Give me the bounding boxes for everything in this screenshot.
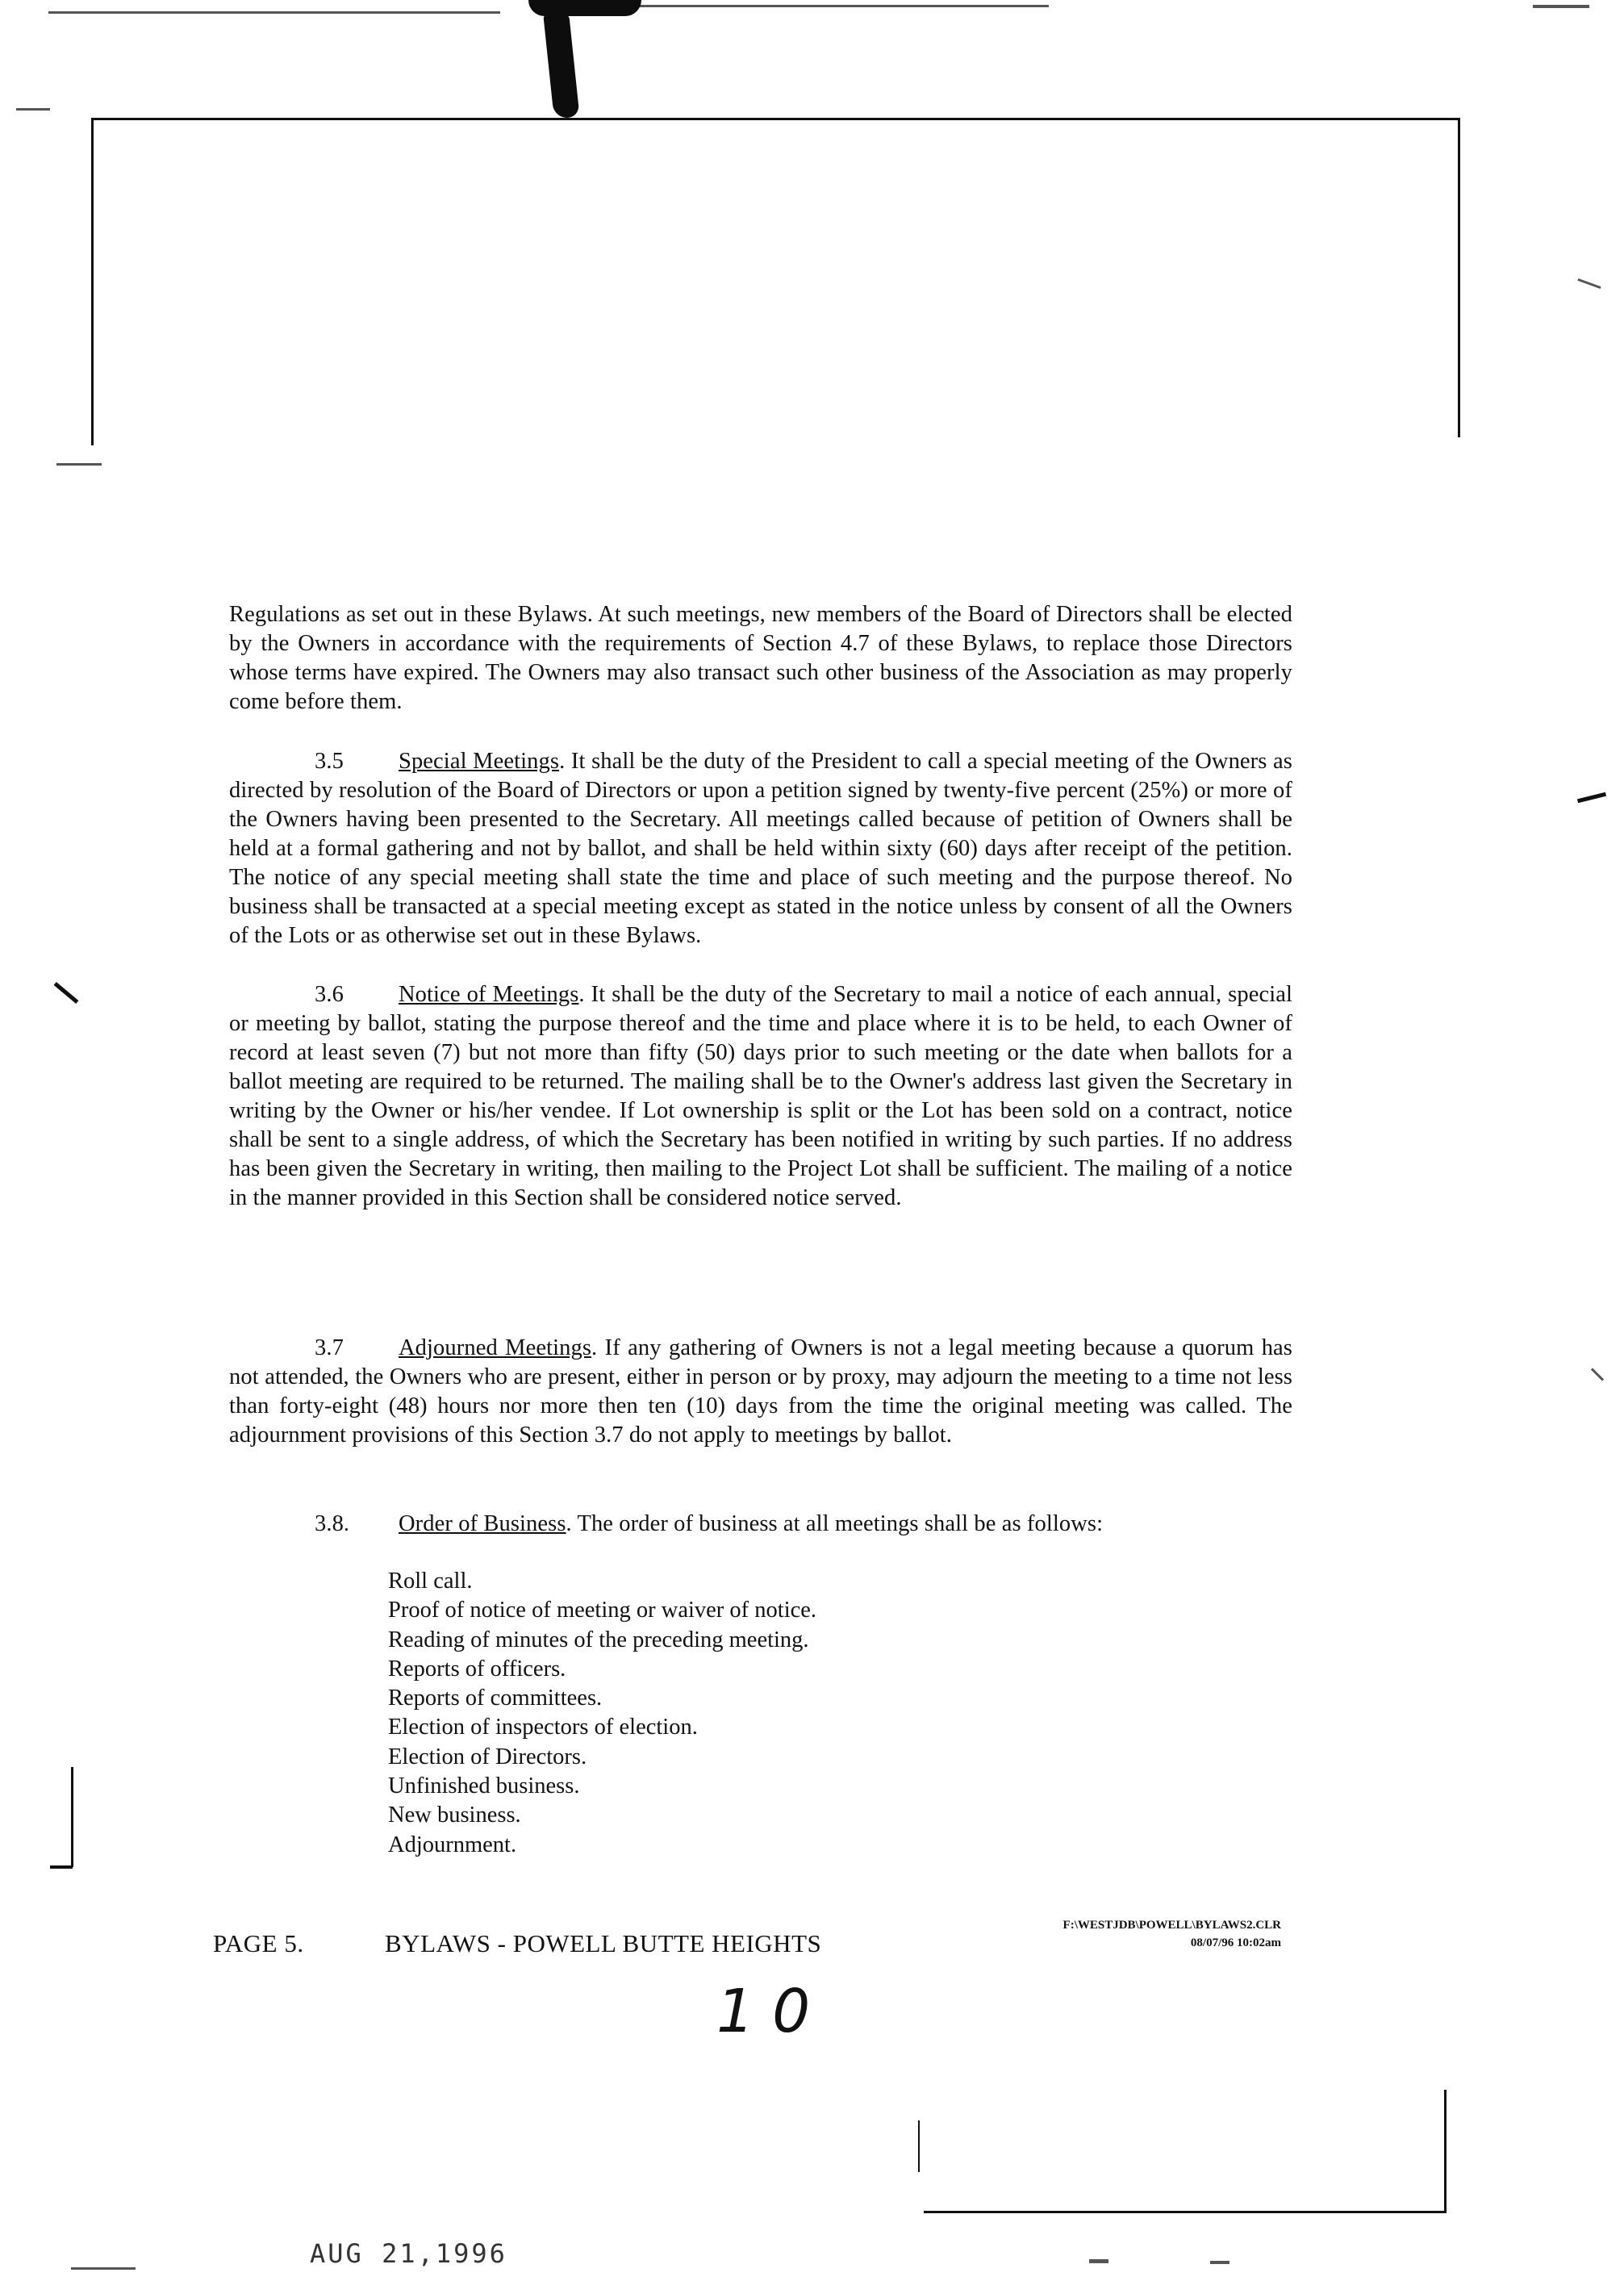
scan-artifact (1210, 2261, 1229, 2264)
top-box-right-edge (1458, 118, 1460, 437)
section-body: . The order of business at all meetings shall be as follows: (566, 1511, 1104, 1536)
margin-mark (1591, 1368, 1604, 1381)
section-body: . It shall be the duty of the President to call a special meeting of the Owners as directed by resolution of the Board of Directors or upon a petition signed by twenty-five percent (25%) or more of the Owners having been presented to the Secretary. All meetings called because of petition of Owners shall be held at a formal gathering and not by ballot, and shall be held within sixty (60) days after receipt of the petition. The notice of any special meeting shall state the time and place of such meeting and the purpose thereof. No business shall be transacted at a special meeting except as stated in the notice unless by consent of all the Owners of the Lots or as otherwise set out in these Bylaws. (229, 749, 1292, 948)
list-item: New business. (388, 1803, 521, 1828)
section-3-6 (229, 980, 1292, 1213)
document-title: BYLAWS - POWELL BUTTE HEIGHTS (385, 1929, 822, 1957)
margin-mark (1577, 792, 1606, 804)
intro-paragraph: Regulations as set out in these Bylaws. At such meetings, new members of the Board of Directors shall be elected by the Owners in accordance with the requirements of Section 4.7 of these Bylaws, to replace those Directors whose terms have expired. The Owners may also transact such other business of the Association as may properly come before them. (229, 602, 1292, 714)
list-item: Election of inspectors of election. (388, 1715, 698, 1740)
list-item: Proof of notice of meeting or waiver of notice. (388, 1598, 817, 1623)
bottom-box-right-edge (1444, 2090, 1447, 2212)
scan-blot (543, 15, 579, 118)
handwritten-page-number: 10 (716, 1977, 829, 2046)
section-body: . If any gathering of Owners is not a legal meeting because a quorum has not attended, the Owners who are present, either in person or by proxy, may adjourn the meeting to a time not less than forty-eight (48) hours nor more then ten (10) days from the time the original meeting was called. The adjournment provisions of this Section 3.7 do not apply to meetings by ballot. (229, 1335, 1292, 1448)
margin-mark (56, 463, 102, 466)
file-path: F:\WESTJDB\POWELL\BYLAWS2.CLR (1062, 1919, 1281, 1932)
scan-artifact (1089, 2259, 1108, 2263)
section-heading: Special Meetings (399, 749, 560, 774)
margin-bracket (71, 1767, 73, 1867)
bottom-box-left-tick (918, 2120, 920, 2172)
file-timestamp: 08/07/96 10:02am (1190, 1936, 1281, 1949)
scan-artifact (1533, 5, 1589, 8)
list-item: Roll call. (388, 1569, 473, 1594)
scan-artifact (48, 11, 500, 14)
file-reference (952, 1916, 1281, 1952)
scan-artifact (613, 5, 1049, 7)
section-body: . It shall be the duty of the Secretary to mail a notice of each annual, special or meeting by ballot, stating the purpose thereof and the time and place where it is to be held, to each Owner of record at least seven (7) but not more than fifty (50) days prior to such meeting or the date when ballots for a ballot meeting are required to be returned. The mailing shall be to the Owner's address last given the Secretary in writing by the Owner or his/her vendee. If Lot ownership is split or the Lot has been sold on a contract, notice shall be sent to a single address, of which the Secretary has been notified in writing by such parties. If no address has been given the Secretary in writing, then mailing to the Project Lot shall be sufficient. The mailing of a notice in the manner provided in this Section shall be considered notice served. (229, 982, 1293, 1210)
section-3-7 (229, 1334, 1292, 1450)
page-label: PAGE 5. (213, 1929, 304, 1957)
section-heading: Adjourned Meetings (399, 1335, 592, 1360)
top-box-border (91, 118, 1460, 120)
bottom-box-bottom-border (924, 2211, 1447, 2213)
section-number: 3.7 (315, 1335, 344, 1360)
list-item: Reports of committees. (388, 1686, 603, 1711)
list-item: Adjournment. (388, 1832, 517, 1857)
order-of-business-list (388, 1567, 816, 1860)
section-3-5 (229, 747, 1292, 950)
margin-bracket (50, 1865, 73, 1869)
scan-blot (528, 0, 641, 16)
top-box-left-edge (91, 118, 94, 445)
section-number: 3.6 (315, 982, 344, 1007)
margin-mark (16, 108, 50, 111)
list-item: Unfinished business. (388, 1773, 580, 1799)
section-number: 3.8. (315, 1511, 350, 1536)
list-item: Reports of officers. (388, 1656, 566, 1682)
margin-mark (1577, 278, 1601, 289)
list-item: Reading of minutes of the preceding meeting. (388, 1627, 809, 1652)
section-heading: Order of Business (399, 1511, 566, 1536)
date-stamp: AUG 21,1996 (310, 2238, 507, 2269)
section-number: 3.5 (315, 749, 344, 774)
section-heading: Notice of Meetings (399, 982, 579, 1007)
section-3-8 (229, 1510, 1292, 1539)
margin-mark (54, 982, 79, 1004)
scan-artifact (71, 2267, 136, 2270)
list-item: Election of Directors. (388, 1744, 587, 1769)
